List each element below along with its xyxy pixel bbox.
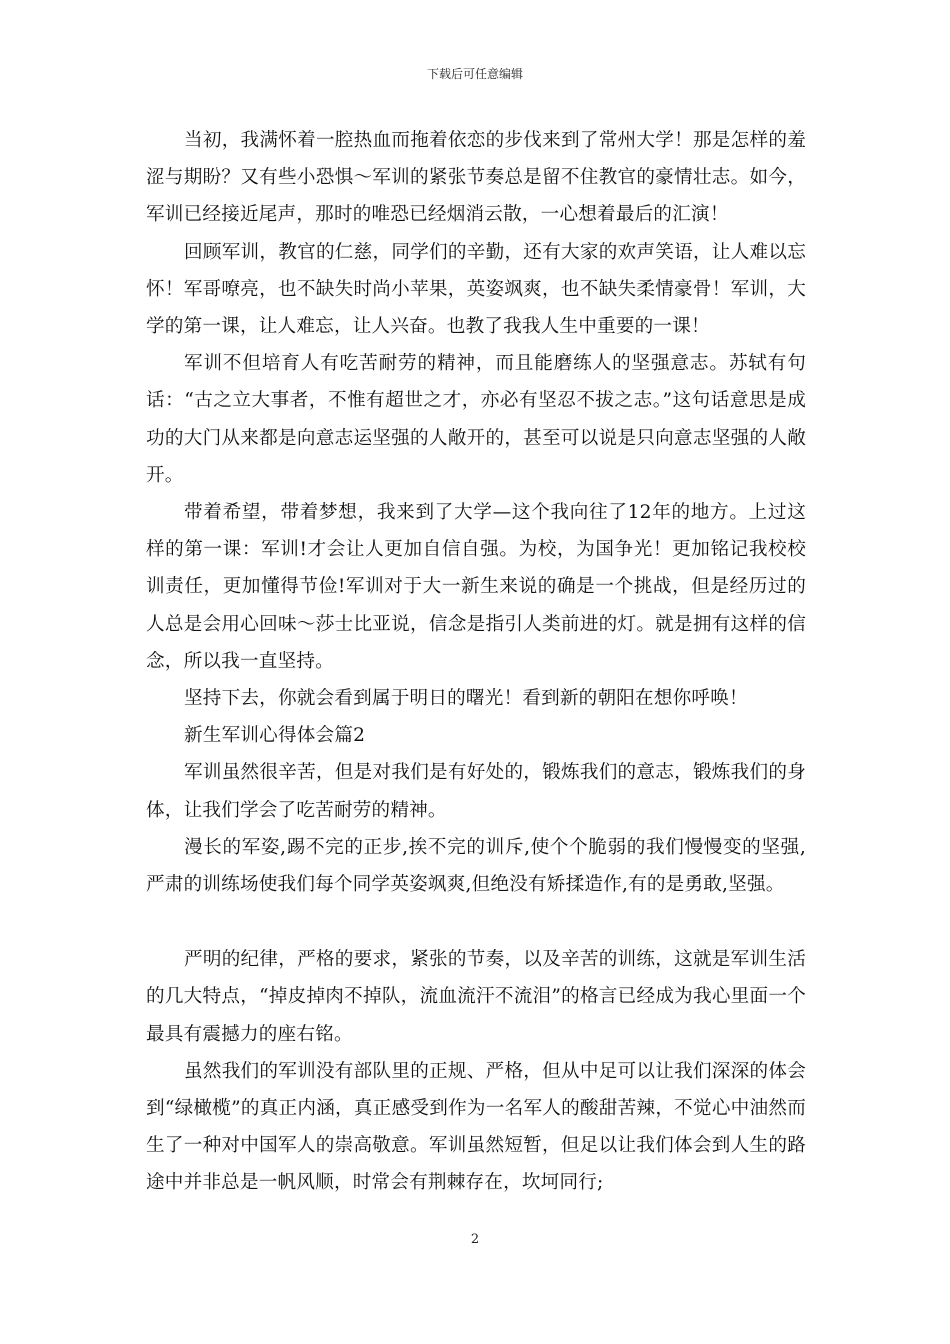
blank-line	[146, 903, 806, 941]
paragraph-1: 当初，我满怀着一腔热血而拖着依恋的步伐来到了常州大学！那是怎样的羞涩与期盼？又有些小恐惧～军训的紧张节奏总是留不住教官的豪情壮志。如今，军训已经接近尾声，那时的唯恐已经烟消云散，一心想着最后的汇演！	[146, 130, 806, 226]
paragraph-6: 军训虽然很辛苦，但是对我们是有好处的，锻炼我们的意志，锻炼我们的身体，让我们学会了吃苦耐劳的精神。	[146, 762, 806, 821]
paragraph-2: 回顾军训，教官的仁慈，同学们的辛勤，还有大家的欢声笑语，让人难以忘怀！军哥嘹亮，也不缺失时尚小苹果，英姿飒爽，也不缺失柔情豪骨！军训，大学的第一课，让人难忘，让人兴奋。也教了我我人生中重要的一课！	[146, 241, 806, 338]
paragraph-4: 带着希望，带着梦想，我来到了大学—这个我向往了12年的地方。上过这样的第一课：军训!才会让人更加自信自强。为校，为国争光！更加铭记我校校训责任，更加懂得节俭!军训对于大一新生来说的确是一个挑战，但是经历过的人总是会用心回味～莎士比亚说，信念是指引人类前进的灯。就是拥有这样的信念，所以我一直坚持。	[146, 502, 806, 672]
paragraph-9: 虽然我们的军训没有部队里的正规、严格，但从中足可以让我们深深的体会到“绿橄榄”的真正内涵，真正感受到作为一名军人的酸甜苦辣，不觉心中油然而生了一种对中国军人的崇高敬意。军训虽然短暂，但足以让我们体会到人生的路途中并非总是一帆风顺，时常会有荆棘存在，坎坷同行;	[146, 1060, 806, 1194]
document-body	[146, 122, 806, 1202]
page-header: 下载后可任意编辑	[426, 67, 523, 81]
paragraph-3: 军训不但培育人有吃苦耐劳的精神，而且能磨练人的坚强意志。苏轼有句话：“古之立大事者，不惟有超世之才，亦必有坚忍不拔之志。”这句话意思是成功的大门从来都是向意志运坚强的人敞开的，甚至可以说是只向意志坚强的人敞开。	[146, 353, 806, 486]
paragraph-7: 漫长的军姿,踢不完的正步,挨不完的训斥,使个个脆弱的我们慢慢变的坚强,严肃的训练场使我们每个同学英姿飒爽,但绝没有矫揉造作,有的是勇敢,坚强。	[146, 836, 806, 896]
paragraph-5: 坚持下去，你就会看到属于明日的曙光！看到新的朝阳在想你呼唤！	[184, 688, 748, 710]
page-number: 2	[470, 1232, 480, 1247]
section-heading: 新生军训心得体会篇2	[184, 725, 366, 747]
paragraph-8: 严明的纪律，严格的要求，紧张的节奏，以及辛苦的训练，这就是军训生活的几大特点，“掉皮掉肉不掉队，流血流汗不流泪”的格言已经成为我心里面一个最具有震撼力的座右铭。	[146, 949, 806, 1045]
